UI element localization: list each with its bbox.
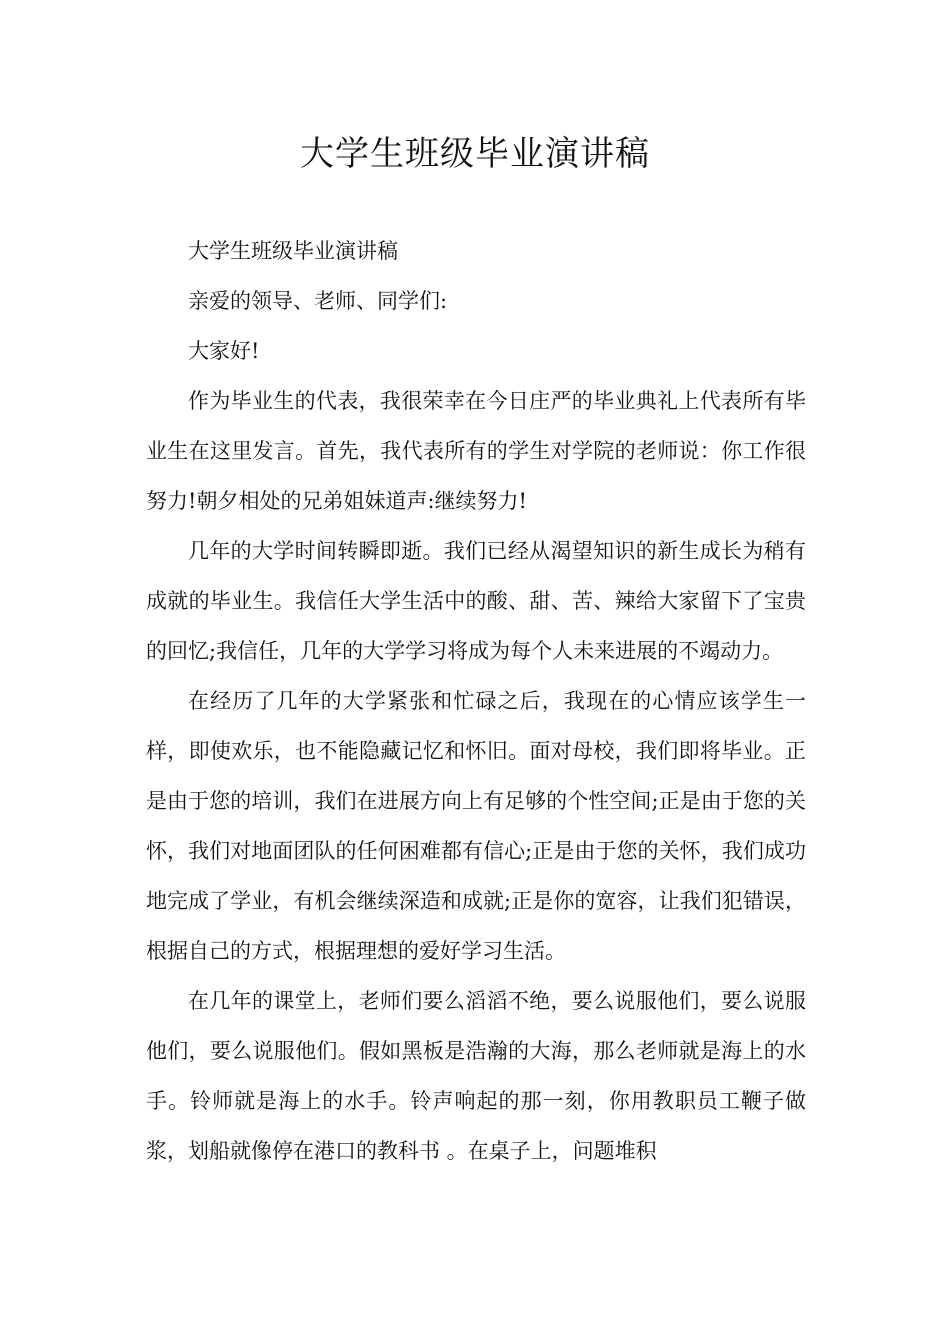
paragraph-classroom: 在几年的课堂上，老师们要么滔滔不绝，要么说服他们，要么说服他们，要么说服他们。假如黑板是浩瀚的大海，那么老师就是海上的水手。铃师就是海上的水手。铃声响起的那一刻，你用教职员工鞭子做浆，划船就像停在港口的教科书 。在桌子上，问题堆积 bbox=[146, 989, 806, 1163]
document-title: 大学生班级毕业演讲稿 bbox=[300, 134, 650, 174]
paragraph-intro: 作为毕业生的代表，我很荣幸在今日庄严的毕业典礼上代表所有毕业生在这里发言。首先，我代表所有的学生对学院的老师说：你工作很努力!朝夕相处的兄弟姐妹道声:继续努力! bbox=[146, 389, 806, 513]
paragraph-heading: 大学生班级毕业演讲稿 bbox=[188, 239, 398, 263]
paragraph-greeting: 大家好! bbox=[188, 339, 260, 363]
paragraph-gratitude: 在经历了几年的大学紧张和忙碌之后，我现在的心情应该学生一样，即使欢乐，也不能隐藏记忆和怀旧。面对母校，我们即将毕业。正是由于您的培训，我们在进展方向上有足够的个性空间;正是由于您的关怀，我们对地面团队的任何困难都有信心;正是由于您的关怀，我们成功地完成了学业，有机会继续深造和成就;正是你的宽容，让我们犯错误，根据自己的方式，根据理想的爱好学习生活。 bbox=[146, 689, 806, 963]
paragraph-salutation: 亲爱的领导、老师、同学们: bbox=[188, 289, 448, 313]
paragraph-university-years: 几年的大学时间转瞬即逝。我们已经从渴望知识的新生成长为稍有成就的毕业生。我信任大学生活中的酸、甜、苦、辣给大家留下了宝贵的回忆;我信任，几年的大学学习将成为每个人未来进展的不竭动力。 bbox=[146, 539, 806, 663]
document-body bbox=[146, 226, 806, 1176]
